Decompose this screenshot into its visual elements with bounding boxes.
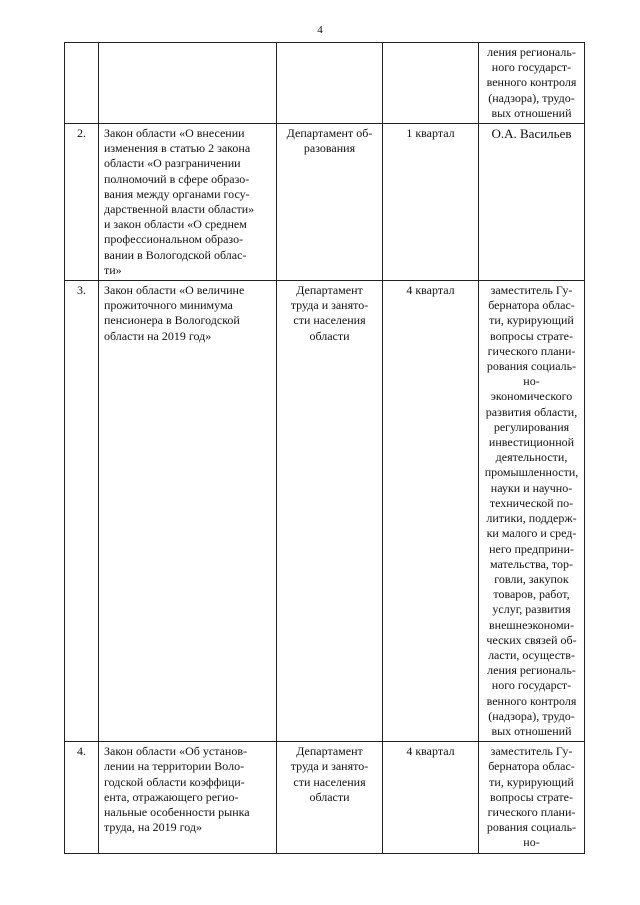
responsible-cell-line: услуг, развития bbox=[492, 602, 571, 617]
law-title-cell-line: лении на территории Воло- bbox=[104, 759, 245, 774]
department-cell-line: Департамент bbox=[296, 283, 363, 298]
responsible-cell-line: ного государст- bbox=[491, 678, 572, 693]
department-cell-line: области bbox=[309, 789, 350, 804]
responsible-cell-line: регулирования bbox=[493, 419, 570, 434]
responsible-cell-line: мательства, тор- bbox=[489, 556, 574, 571]
law-title-cell-line: и закон области «О среднем bbox=[104, 217, 247, 232]
responsible-cell-line: бернатора облас- bbox=[488, 759, 575, 774]
responsible-cell-line: ки малого и сред- bbox=[486, 526, 577, 541]
law-title-cell-line: Закон области «О величине bbox=[104, 283, 245, 298]
responsible-cell-line: гического плани- bbox=[487, 343, 576, 358]
table-row bbox=[65, 742, 585, 853]
law-title-cell-line: Закон области «О внесении bbox=[104, 126, 245, 141]
responsible-cell-line: ления региональ- bbox=[487, 45, 576, 59]
responsible-cell bbox=[479, 281, 585, 742]
responsible-cell-line: деятельности, bbox=[495, 450, 568, 465]
table-row bbox=[65, 281, 585, 742]
law-title-cell-line: профессиональном образо- bbox=[104, 232, 244, 247]
responsible-cell-line: венного контроля bbox=[486, 693, 577, 708]
responsible-cell-line: него предприни- bbox=[489, 541, 574, 556]
department-cell-line: сти населения bbox=[293, 774, 366, 789]
responsible-cell-line: гического плани- bbox=[487, 804, 576, 819]
department-cell bbox=[277, 43, 383, 124]
responsible-cell bbox=[479, 43, 585, 124]
responsible-cell-line: развития области, bbox=[485, 404, 578, 419]
responsible-cell-line: рования социаль- bbox=[486, 359, 577, 374]
responsible-cell-line: инвестиционной bbox=[488, 435, 575, 450]
law-title-cell-line: области на 2019 год» bbox=[104, 328, 212, 343]
term-cell: 4 квартал bbox=[383, 281, 479, 742]
responsible-cell-line: но- bbox=[523, 374, 540, 389]
law-title-cell bbox=[99, 124, 277, 281]
responsible-cell-line: венного контроля bbox=[486, 75, 577, 90]
law-title-cell-line: вании в Вологодской облас- bbox=[104, 247, 247, 262]
responsible-cell-line: рования социаль- bbox=[486, 820, 577, 835]
responsible-cell-line: (надзора), трудо- bbox=[488, 90, 575, 105]
row-number-cell: 2. bbox=[65, 124, 99, 281]
law-title-cell-line: вания между органами госу- bbox=[104, 186, 250, 201]
page-number: 4 bbox=[317, 24, 323, 36]
responsible-cell-line: экономического bbox=[490, 389, 573, 404]
responsible-cell-line: говли, закупок bbox=[494, 571, 569, 586]
law-title-cell-line: ента, отражающего регио- bbox=[104, 789, 239, 804]
table-row bbox=[65, 43, 585, 124]
responsible-cell-line: заместитель Гу- bbox=[490, 744, 573, 759]
law-title-cell-line: дарственной власти области» bbox=[104, 202, 255, 217]
department-cell bbox=[277, 281, 383, 742]
department-cell-line: труда и занято- bbox=[290, 759, 369, 774]
law-title-cell-line: полномочий в сфере образо- bbox=[104, 171, 250, 186]
term-cell: 1 квартал bbox=[383, 124, 479, 281]
responsible-cell-line: ления региональ- bbox=[487, 663, 576, 678]
law-title-cell-line: Закон области «Об установ- bbox=[104, 744, 247, 759]
term-cell: 4 квартал bbox=[383, 742, 479, 853]
responsible-cell-line: товаров, работ, bbox=[493, 587, 570, 602]
department-cell bbox=[277, 124, 383, 281]
law-title-cell bbox=[99, 742, 277, 853]
responsible-cell-line: ного государст- bbox=[491, 60, 572, 75]
responsible-cell-line: (надзора), трудо- bbox=[488, 708, 575, 723]
responsible-cell-line: литики, поддерж- bbox=[486, 511, 577, 526]
law-title-cell-line: годской области коэффици- bbox=[104, 774, 245, 789]
row-number-cell bbox=[65, 43, 99, 124]
law-title-cell-line: пенсионера в Вологодской bbox=[104, 313, 240, 328]
responsible-cell-line: но- bbox=[523, 835, 540, 850]
department-cell bbox=[277, 742, 383, 853]
responsible-cell-line: бернатора облас- bbox=[488, 298, 575, 313]
legislation-plan-table bbox=[64, 42, 585, 854]
law-title-cell-line: прожиточного минимума bbox=[104, 298, 233, 313]
department-cell-line: сти населения bbox=[293, 313, 366, 328]
law-title-cell-line: изменения в статью 2 закона bbox=[104, 141, 251, 156]
responsible-cell-line: технической по- bbox=[489, 495, 574, 510]
responsible-cell-line: О.А. Васильев bbox=[491, 126, 572, 142]
responsible-cell-line: промышленности, bbox=[484, 465, 579, 480]
responsible-cell-line: вопросы страте- bbox=[490, 328, 573, 343]
department-cell-line: труда и занято- bbox=[290, 298, 369, 313]
responsible-cell bbox=[479, 742, 585, 853]
row-number-cell: 3. bbox=[65, 281, 99, 742]
law-title-cell-line: нальные особенности рынка bbox=[104, 804, 250, 819]
law-title-cell-line: ти» bbox=[104, 262, 122, 277]
responsible-cell-line: ласти, осуществ- bbox=[488, 647, 575, 662]
department-cell-line: разования bbox=[303, 141, 356, 156]
department-cell-line: Департамент об- bbox=[286, 126, 373, 141]
department-cell-line: Департамент bbox=[296, 744, 363, 759]
responsible-cell-line: вопросы страте- bbox=[490, 789, 573, 804]
law-title-cell bbox=[99, 281, 277, 742]
law-title-cell bbox=[99, 43, 277, 124]
department-cell-line: области bbox=[309, 328, 350, 343]
term-cell bbox=[383, 43, 479, 124]
law-title-cell-line: труда, на 2019 год» bbox=[104, 820, 203, 835]
responsible-cell-line: ти, курирующий bbox=[489, 774, 574, 789]
responsible-cell-line: вых отношений bbox=[491, 105, 572, 120]
law-title-cell-line: области «О разграничении bbox=[104, 156, 241, 171]
responsible-cell-line: науки и научно- bbox=[490, 480, 573, 495]
table-row bbox=[65, 124, 585, 281]
responsible-cell-line: ческих связей об- bbox=[486, 632, 577, 647]
responsible-cell-line: внешнеэкономи- bbox=[489, 617, 574, 632]
responsible-cell bbox=[479, 124, 585, 281]
responsible-cell-line: заместитель Гу- bbox=[490, 283, 573, 298]
row-number-cell: 4. bbox=[65, 742, 99, 853]
responsible-cell-line: ти, курирующий bbox=[489, 313, 574, 328]
responsible-cell-line: вых отношений bbox=[491, 723, 572, 738]
